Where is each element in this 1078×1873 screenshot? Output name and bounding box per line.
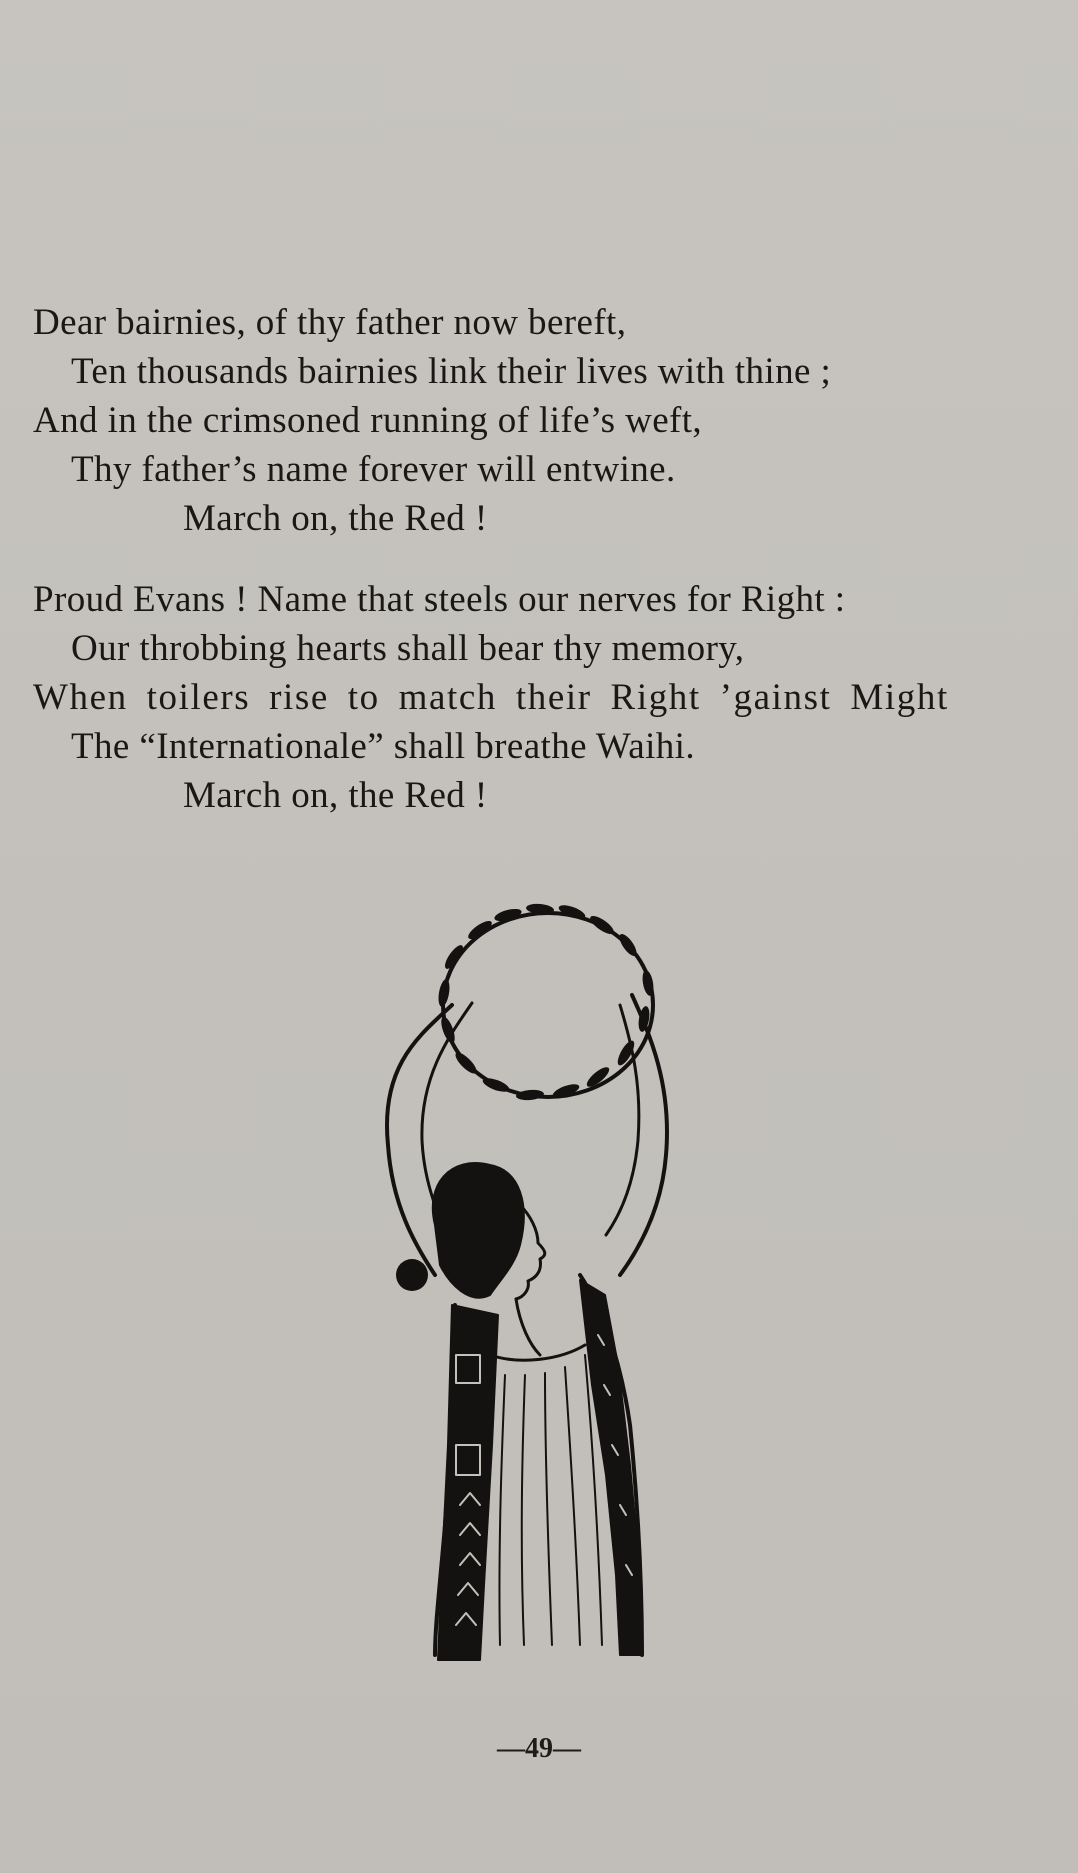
poem-line: When toilers rise to match their Right ’gainst Might xyxy=(33,677,949,718)
stanza-1 xyxy=(33,298,1053,543)
poem xyxy=(33,298,1053,820)
poem-refrain: March on, the Red ! xyxy=(183,775,488,816)
poem-line: Dear bairnies, of thy father now bereft, xyxy=(33,302,627,343)
poem-line: Our throbbing hearts shall bear thy memory, xyxy=(71,628,745,669)
poem-line: And in the crimsoned running of life’s weft, xyxy=(33,400,703,441)
poem-refrain: March on, the Red ! xyxy=(183,498,488,539)
poem-line: Proud Evans ! Name that steels our nerves for Right : xyxy=(33,579,846,620)
poem-line: Thy father’s name forever will entwine. xyxy=(71,449,676,490)
stanza-2 xyxy=(33,575,1053,820)
woman-holding-laurel-wreath-icon xyxy=(380,885,710,1665)
page-number: —49— xyxy=(497,1733,581,1764)
laurel-wreath-icon xyxy=(437,903,656,1102)
poem-line: Ten thousands bairnies link their lives with thine ; xyxy=(71,351,832,392)
poem-line: The “Internationale” shall breathe Waihi. xyxy=(71,726,695,767)
